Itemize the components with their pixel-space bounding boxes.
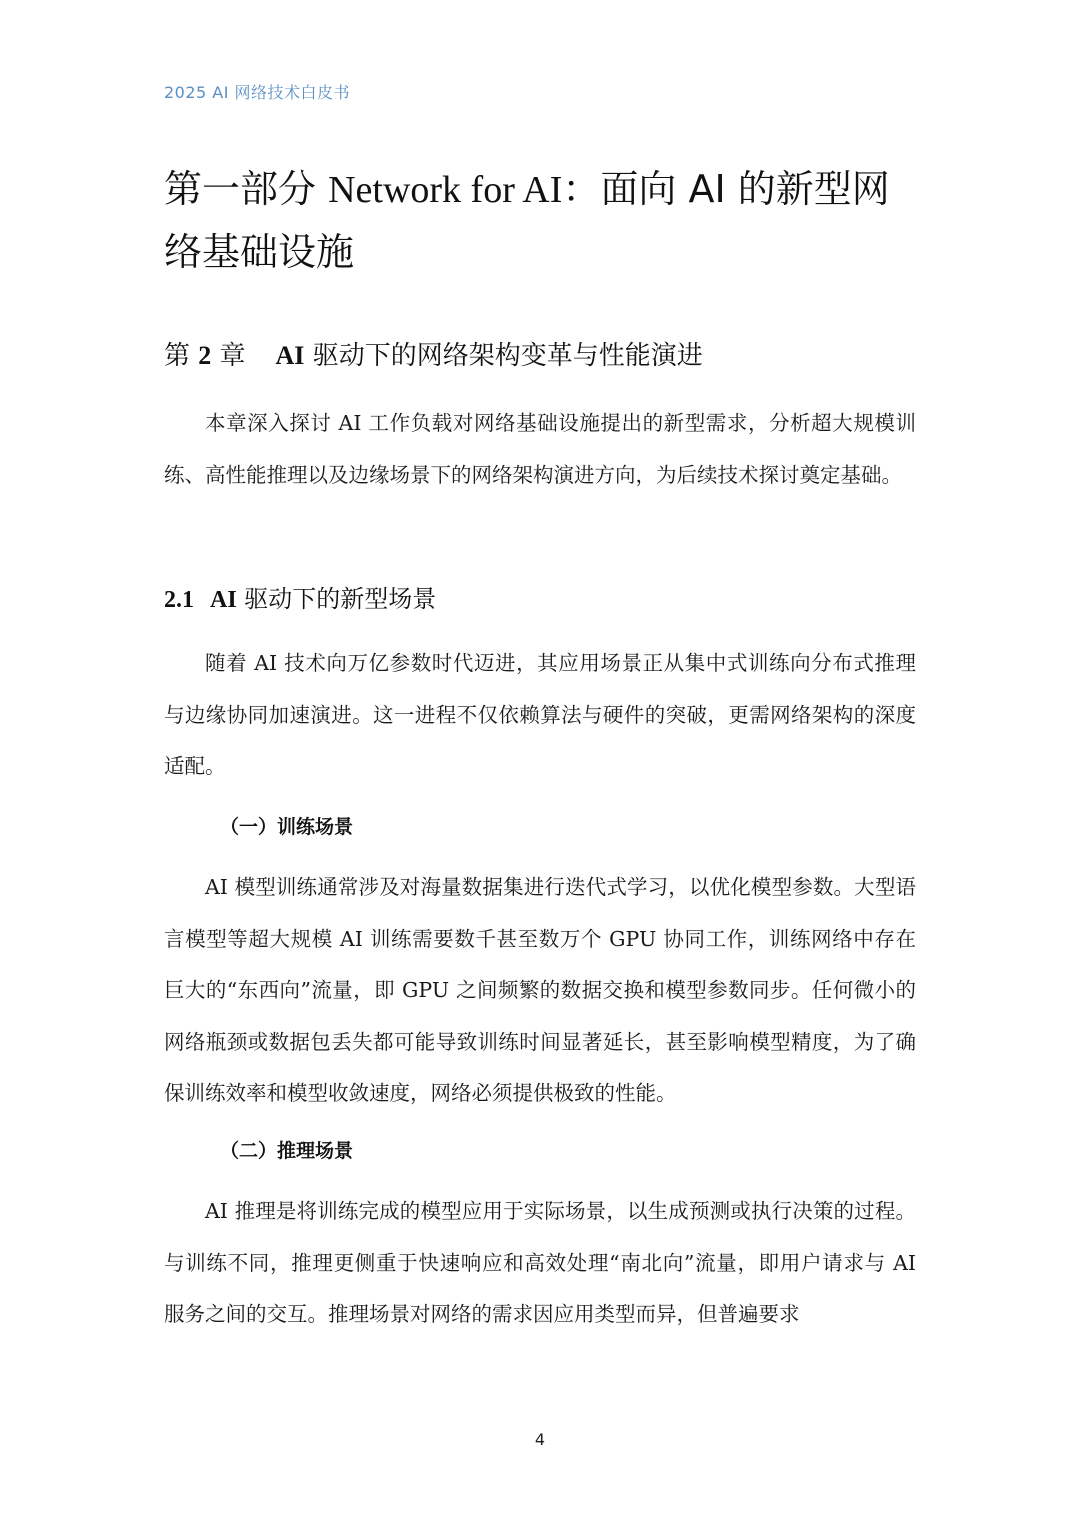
chapter-intro-paragraph: 本章深入探讨 AI 工作负载对网络基础设施提出的新型需求，分析超大规模训练、高性能推理以及边缘场景下的网络架构演进方向，为后续技术探讨奠定基础。 <box>164 411 916 487</box>
inference-paragraph: AI 推理是将训练完成的模型应用于实际场景，以生成预测或执行决策的过程。与训练不同，推理更侧重于快速响应和高效处理“南北向”流量，即用户请求与 AI 服务之间的交互。推理场景对网络的需求因应用类型而异，但普遍要求 <box>164 1199 916 1326</box>
section-title-rest: 驱动下的新型场景 <box>236 585 437 613</box>
chapter-number: 2 <box>198 341 212 370</box>
part-title <box>164 158 924 283</box>
chapter-label-prefix: 第 <box>164 341 199 371</box>
section-number: 2.1 <box>164 587 194 613</box>
section-intro-paragraph: 随着 AI 技术向万亿参数时代迈进，其应用场景正从集中式训练向分布式推理与边缘协同加速演进。这一进程不仅依赖算法与硬件的突破，更需网络架构的深度适配。 <box>164 651 916 778</box>
chapter-label-suffix: 章 <box>211 341 246 371</box>
part-title-rest: ：面向 AI 的新型网络基础设施 <box>164 167 890 274</box>
part-title-prefix: 第一部分 <box>164 167 329 211</box>
section-title-latin: AI <box>210 587 237 613</box>
chapter-title <box>164 336 924 376</box>
training-paragraph: AI 模型训练通常涉及对海量数据集进行迭代式学习，以优化模型参数。大型语言模型等超大规模 AI 训练需要数千甚至数万个 GPU 协同工作，训练网络中存在巨大的“东西向”流量，即 GPU 之间频繁的数据交换和模型参数同步。任何微小的网络瓶颈或数据包丢失都可能导致训练时间显著延长，甚至影响模型精度，为了确保训练效率和模型收敛速度，网络必须提供极致的性能。 <box>164 875 916 1105</box>
page-number: 4 <box>534 1430 546 1449</box>
part-title-latin: Network for AI <box>328 169 563 211</box>
training-heading: （一）训练场景 <box>220 816 354 838</box>
chapter-title-latin: AI <box>275 341 305 370</box>
chapter-title-rest: 驱动下的网络架构变革与性能演进 <box>304 341 703 371</box>
running-header: 2025 AI 网络技术白皮书 <box>164 83 351 102</box>
section-title <box>164 580 436 619</box>
inference-heading: （二）推理场景 <box>220 1140 354 1162</box>
